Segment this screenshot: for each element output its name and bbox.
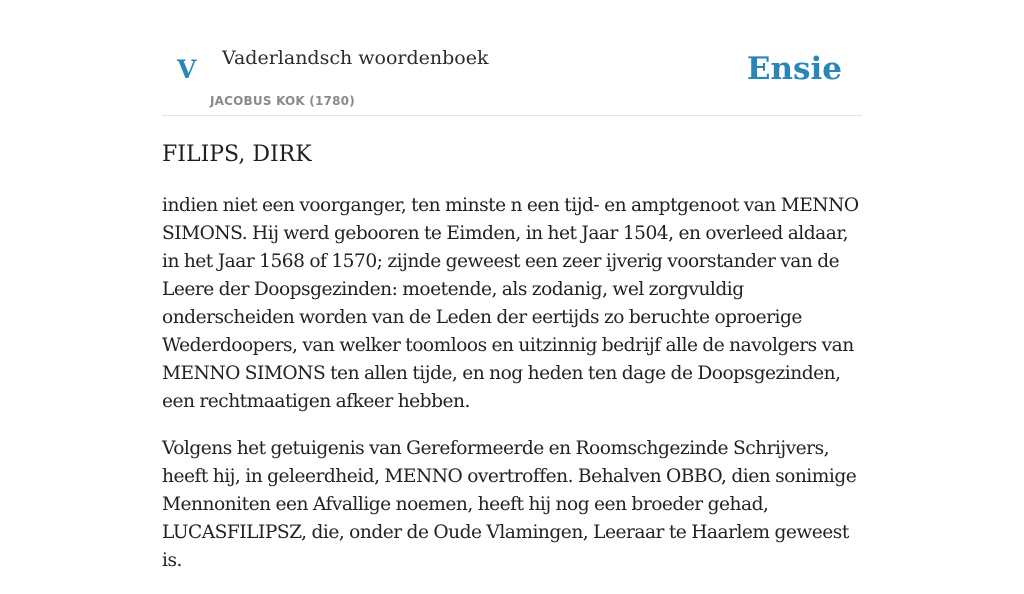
book-author: JACOBUS KOK (1780) — [210, 94, 355, 108]
entry-title: FILIPS, DIRK — [162, 142, 312, 167]
book-letter-icon[interactable]: V — [177, 55, 197, 84]
book-header — [162, 0, 862, 116]
book-title-link[interactable]: Vaderlandsch woordenboek — [222, 47, 489, 69]
entry-paragraph-2: Volgens het getuigenis van Gereformeerde en Roomschgezinde Schrijvers, heeft hij, in geleerdheid, MENNO overtroffen. Behalven OBBO, dien sonimige Mennoniten een Afvallige noemen, heeft hij nog een broeder gehad, LUCASFILIPSZ, die, onder de Oude Vlamingen, Leeraar te Haarlem geweest is. — [162, 438, 857, 571]
dictionary-page — [162, 0, 862, 571]
ensie-logo-link[interactable]: Ensie — [746, 51, 842, 87]
entry-body — [162, 192, 862, 594]
entry-paragraph-1: indien niet een voorganger, ten minste n een tijd- en amptgenoot van MENNO SIMONS. Hij werd gebooren te Eimden, in het Jaar 1504, en overleed aldaar, in het Jaar 1568 of 1570; zijnde geweest een zeer ijverig voorstander van de Leere der Doopsgezinden: moetende, als zodanig, wel zorgvuldig onderscheiden worden van de Leden der eertijds zo beruchte oproerige Wederdoopers, van welker toomloos en uitzinnig bedrijf alle de navolgers van MENNO SIMONS ten allen tijde, en nog heden ten dage de Doopsgezinden, een rechtmaatigen afkeer hebben. — [162, 195, 859, 412]
